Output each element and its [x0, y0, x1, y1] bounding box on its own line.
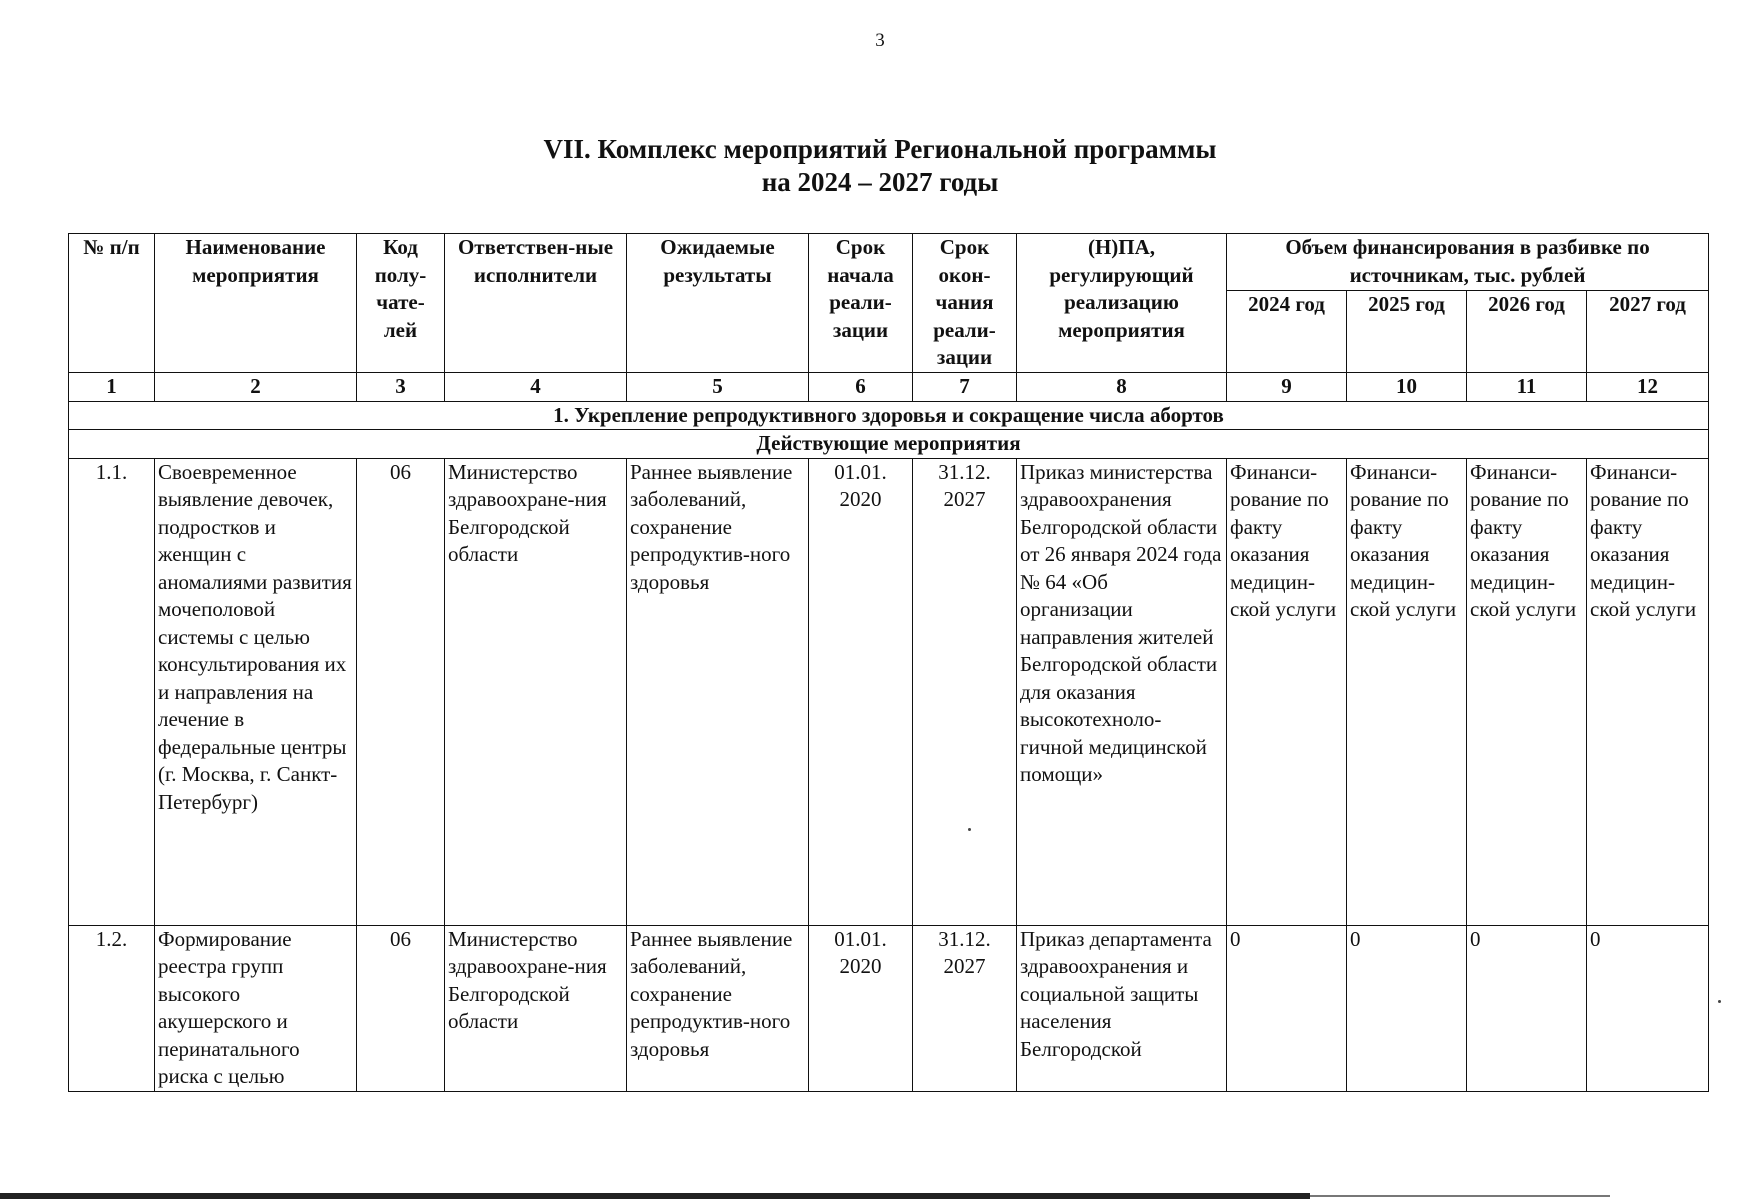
section-title: 1. Укрепление репродуктивного здоровья и сокращение числа абортов: [69, 401, 1709, 430]
header-end: Срок окон-чания реали-зации: [913, 234, 1017, 373]
row-results: Раннее выявление заболеваний, сохранение репродуктив-ного здоровья: [627, 458, 809, 925]
header-year-2027: 2027 год: [1587, 290, 1709, 372]
scan-edge-line-faint: [1310, 1195, 1610, 1197]
row-results: Раннее выявление заболеваний, сохранение репродуктив-ного здоровья: [627, 925, 809, 1091]
header-year-2026: 2026 год: [1467, 290, 1587, 372]
row-responsible: Министерство здравоохране-ния Белгородской области: [445, 458, 627, 925]
column-number: 7: [913, 372, 1017, 401]
title-line-1: VII. Комплекс мероприятий Региональной программы: [543, 134, 1217, 164]
row-end: 31.12. 2027: [913, 458, 1017, 925]
column-number: 11: [1467, 372, 1587, 401]
header-responsible: Ответствен-ные исполнители: [445, 234, 627, 373]
header-funding-group: Объем финансирования в разбивке по источникам, тыс. рублей: [1227, 234, 1709, 291]
activities-table: [68, 233, 1709, 1092]
header-start: Срок начала реали-зации: [809, 234, 913, 373]
row-code: 06: [357, 458, 445, 925]
scan-speck: [1718, 1000, 1721, 1003]
column-number: 5: [627, 372, 809, 401]
row-funding-2024: Финанси-рование по факту оказания медицин-ской услуги: [1227, 458, 1347, 925]
row-name: Своевременное выявление девочек, подростков и женщин с аномалиями развития мочеполовой системы с целью консультирования их и направления на лечение в федеральные центры (г. Москва, г. Санкт-Петербург): [155, 458, 357, 925]
table-row: [69, 458, 1709, 925]
row-funding-2024: 0: [1227, 925, 1347, 1091]
header-year-2024: 2024 год: [1227, 290, 1347, 372]
scan-edge-line: [0, 1193, 1310, 1199]
table-row: [69, 925, 1709, 1091]
header-year-2025: 2025 год: [1347, 290, 1467, 372]
column-number: 1: [69, 372, 155, 401]
row-funding-2027: Финанси-рование по факту оказания медицин-ской услуги: [1587, 458, 1709, 925]
row-code: 06: [357, 925, 445, 1091]
header-results: Ожидаемые результаты: [627, 234, 809, 373]
row-funding-2026: 0: [1467, 925, 1587, 1091]
column-number: 3: [357, 372, 445, 401]
subsection-title: Действующие мероприятия: [69, 430, 1709, 459]
column-number-row: [69, 372, 1709, 401]
column-number: 8: [1017, 372, 1227, 401]
title-line-2: на 2024 – 2027 годы: [761, 167, 999, 197]
header-npa: (Н)ПА, регулирующий реализацию мероприятия: [1017, 234, 1227, 373]
row-end: 31.12. 2027: [913, 925, 1017, 1091]
row-npa: Приказ министерства здравоохранения Белгородской области от 26 января 2024 года № 64 «Об организации направления жителей Белгородской области для оказания высокотехноло-гичной медицинской помощи»: [1017, 458, 1227, 925]
header-num: № п/п: [69, 234, 155, 373]
column-number: 6: [809, 372, 913, 401]
row-funding-2027: 0: [1587, 925, 1709, 1091]
row-responsible: Министерство здравоохране-ния Белгородской области: [445, 925, 627, 1091]
column-number: 2: [155, 372, 357, 401]
page-number: 3: [875, 30, 885, 51]
column-number: 9: [1227, 372, 1347, 401]
document-title: [0, 133, 1760, 199]
row-funding-2026: Финанси-рование по факту оказания медицин-ской услуги: [1467, 458, 1587, 925]
header-name: Наименование мероприятия: [155, 234, 357, 373]
column-number: 4: [445, 372, 627, 401]
row-name: Формирование реестра групп высокого акушерского и перинатального риска с целью: [155, 925, 357, 1091]
row-num: 1.1.: [69, 458, 155, 925]
row-start: 01.01. 2020: [809, 925, 913, 1091]
column-number: 12: [1587, 372, 1709, 401]
row-num: 1.2.: [69, 925, 155, 1091]
row-npa: Приказ департамента здравоохранения и социальной защиты населения Белгородской: [1017, 925, 1227, 1091]
row-funding-2025: Финанси-рование по факту оказания медицин-ской услуги: [1347, 458, 1467, 925]
scan-speck: [968, 828, 971, 831]
header-code: Код полу-чате-лей: [357, 234, 445, 373]
row-funding-2025: 0: [1347, 925, 1467, 1091]
column-number: 10: [1347, 372, 1467, 401]
row-start: 01.01. 2020: [809, 458, 913, 925]
